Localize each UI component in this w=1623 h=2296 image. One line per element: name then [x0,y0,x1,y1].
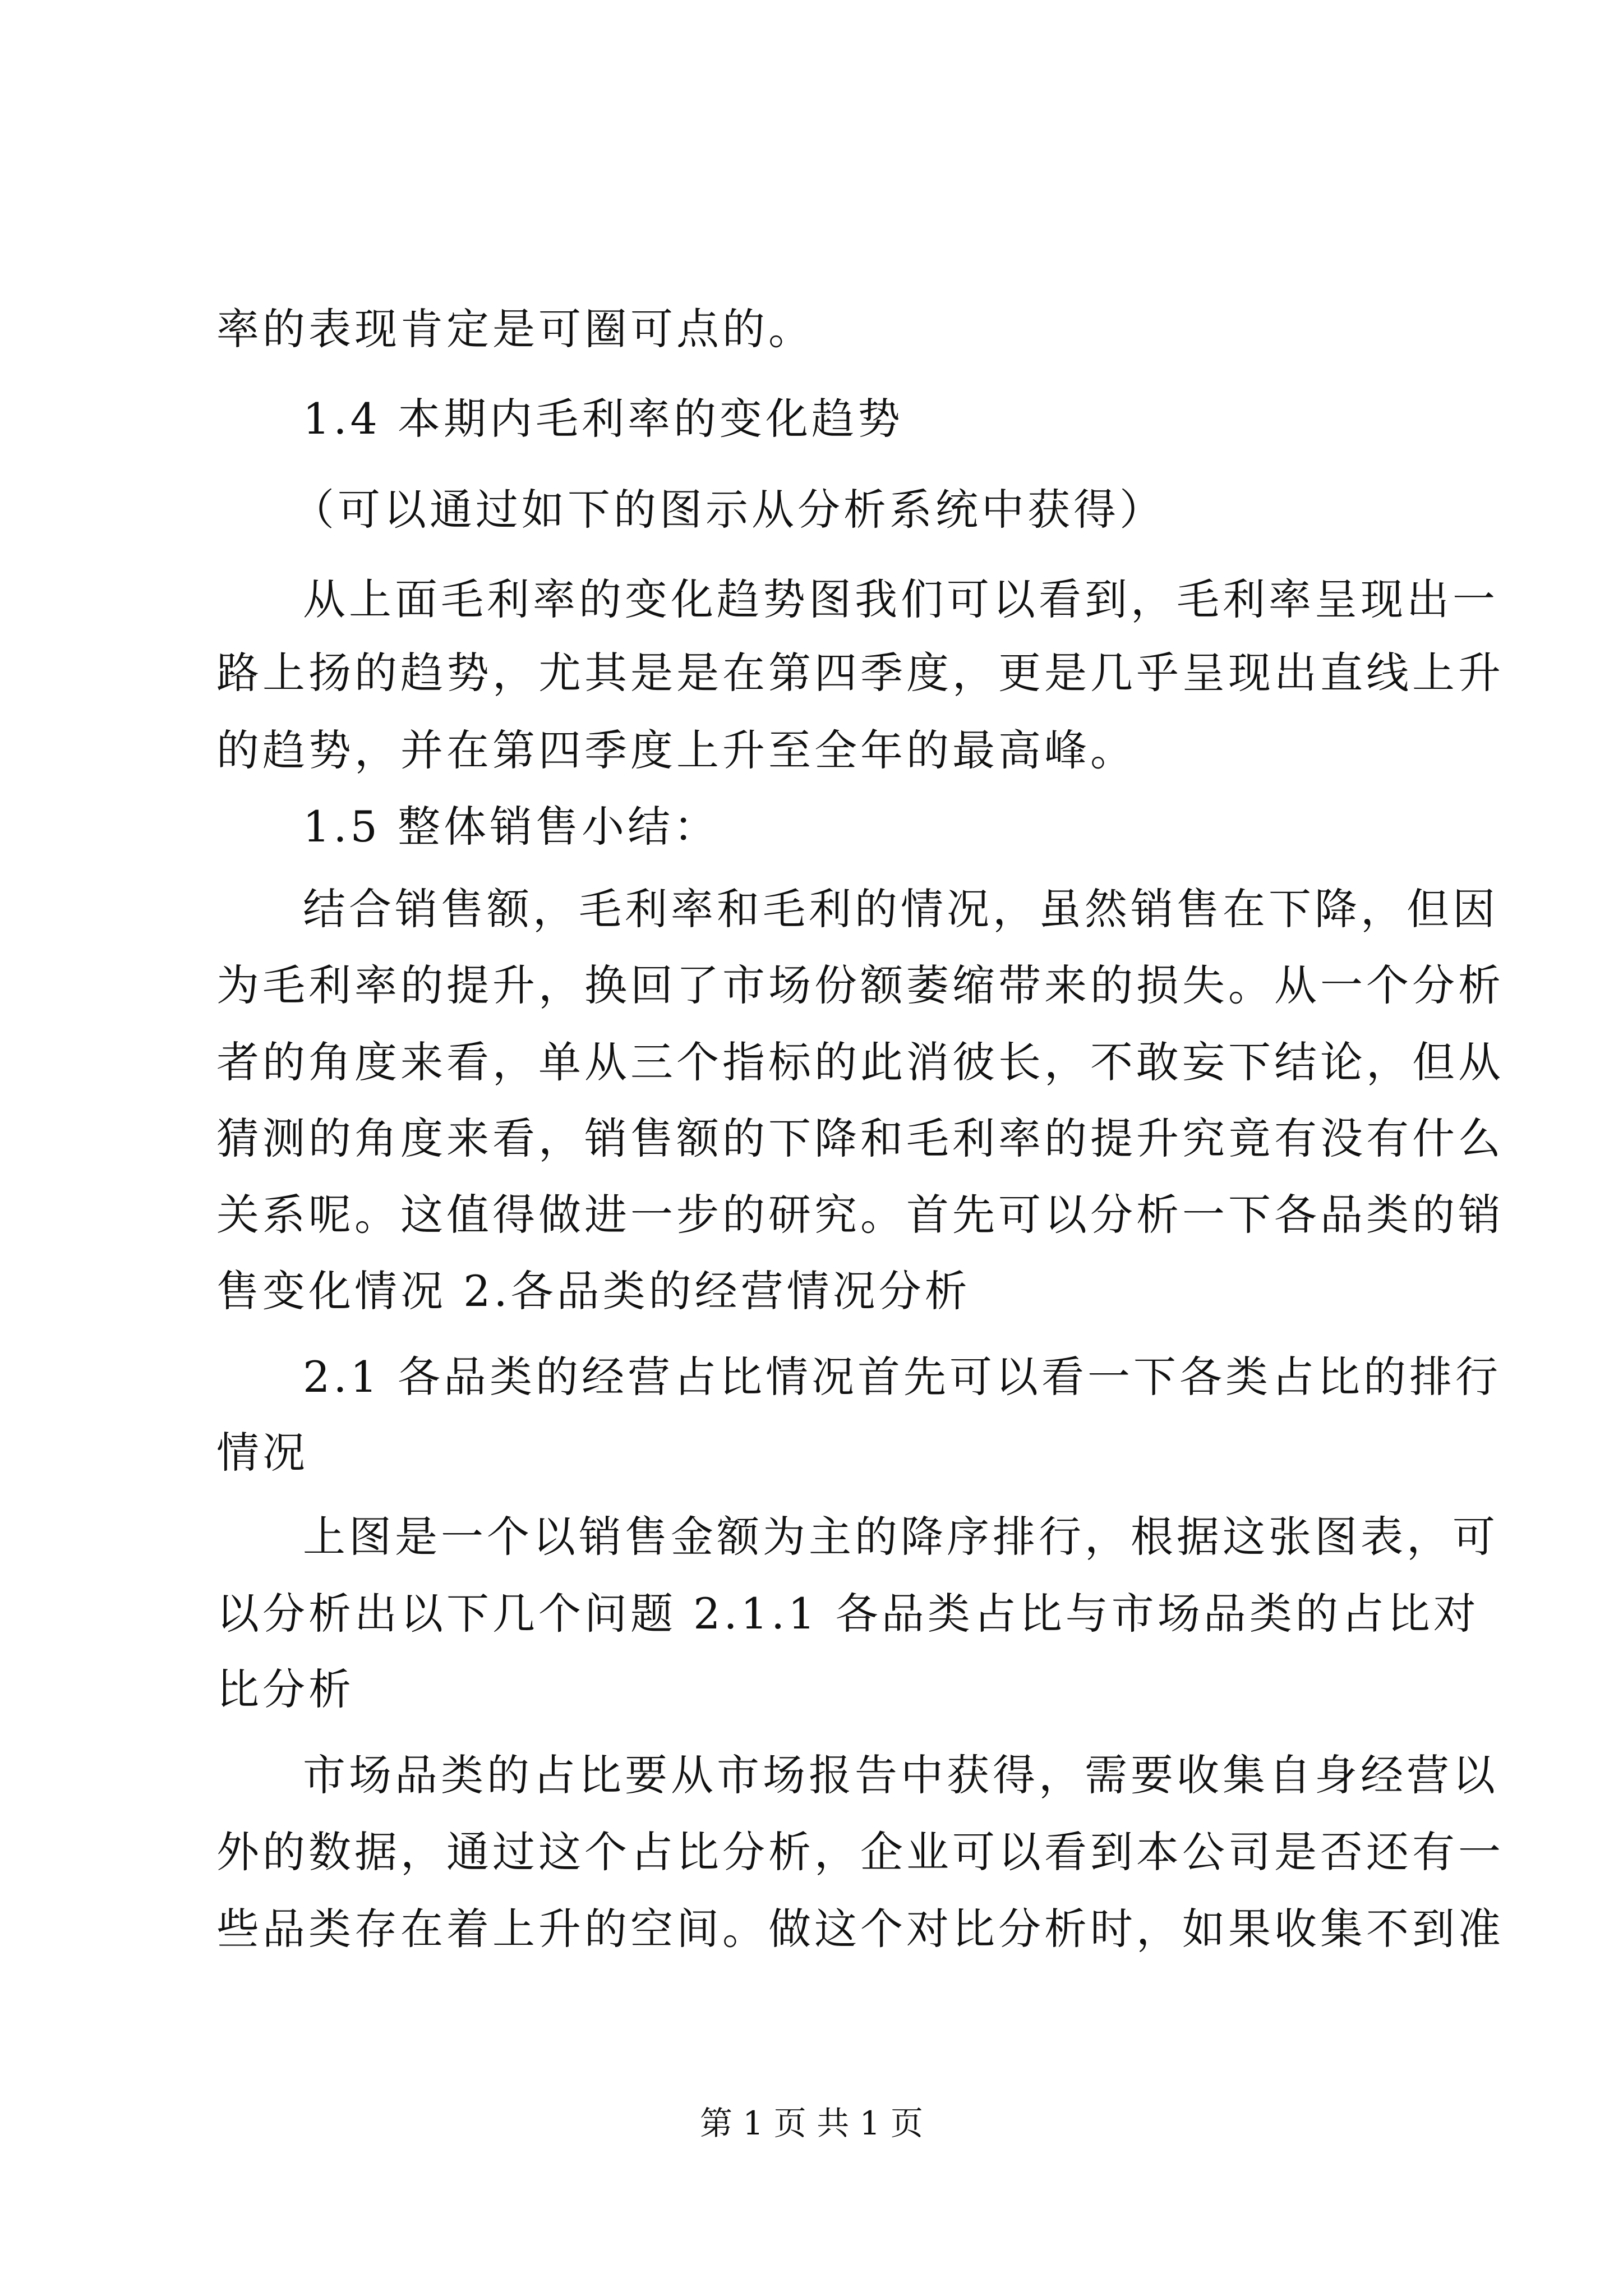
section-heading: 2.1 各品类的经营占比情况首先可以看一下各类占比的排行 [303,1352,1502,1402]
paragraph-line: 情况 [216,1428,308,1478]
paragraph-line: 猜测的角度来看，销售额的下降和毛利率的提升究竟有没有什么 [216,1114,1504,1163]
paragraph-line: 售变化情况 2.各品类的经营情况分析 [216,1266,971,1316]
paragraph-line: 关系呢。这值得做进一步的研究。首先可以分析一下各品类的销 [216,1190,1504,1240]
paragraph-line: 以分析出以下几个问题 2.1.1 各品类占比与市场品类的占比对 [216,1589,1479,1639]
paragraph-line: 比分析 [216,1664,354,1714]
paragraph-line: 者的角度来看，单从三个指标的此消彼长，不敢妄下结论，但从 [216,1037,1504,1087]
paragraph-line: 结合销售额，毛利率和毛利的情况，虽然销售在下降，但因 [303,884,1498,934]
paragraph-line: 外的数据，通过这个占比分析，企业可以看到本公司是否还有一 [216,1827,1504,1877]
paragraph-line: 从上面毛利率的变化趋势图我们可以看到，毛利率呈现出一 [303,574,1498,624]
page-number-footer: 第 1 页 共 1 页 [700,2104,923,2142]
paragraph-line: （可以通过如下的图示从分析系统中获得） [292,485,1165,535]
section-heading: 1.4 本期内毛利率的变化趋势 [303,394,904,444]
paragraph-line: 率的表现肯定是可圈可点的。 [216,304,814,354]
paragraph-line: 市场品类的占比要从市场报告中获得，需要收集自身经营以 [303,1750,1498,1800]
paragraph-line: 的趋势，并在第四季度上升至全年的最高峰。 [216,725,1136,775]
paragraph-line: 路上扬的趋势，尤其是是在第四季度，更是几乎呈现出直线上升 [216,648,1504,698]
paragraph-line: 上图是一个以销售金额为主的降序排行，根据这张图表，可 [303,1512,1498,1562]
paragraph-line: 为毛利率的提升，换回了市场份额萎缩带来的损失。从一个分析 [216,960,1504,1010]
paragraph-line: 些品类存在着上升的空间。做这个对比分析时，如果收集不到准 [216,1904,1504,1954]
section-heading: 1.5 整体销售小结： [303,802,720,852]
